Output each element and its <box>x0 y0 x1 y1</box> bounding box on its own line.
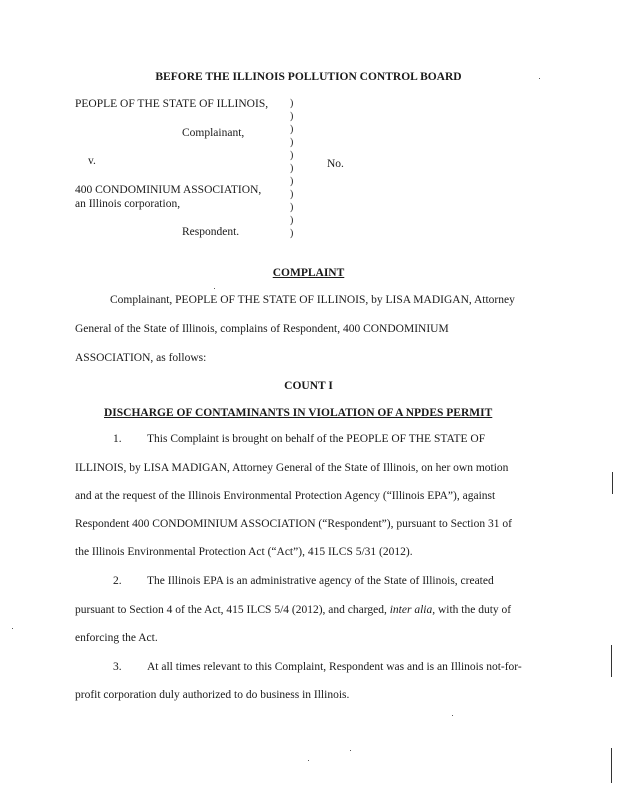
caption-defendant-line1: 400 CONDOMINIUM ASSOCIATION, <box>75 184 262 196</box>
count-heading: COUNT I <box>284 380 333 392</box>
paragraph-number: 1. <box>113 433 122 445</box>
caption-versus: v. <box>88 155 96 167</box>
intro-line: Complainant, PEOPLE OF THE STATE OF ILLINOIS, by LISA MADIGAN, Attorney <box>110 294 515 306</box>
paragraph-line: enforcing the Act. <box>75 632 158 644</box>
caption-paren: ) <box>290 215 294 226</box>
paragraph-line: At all times relevant to this Complaint, Respondent was and is an Illinois not-for- <box>147 661 522 673</box>
intro-line: General of the State of Illinois, complains of Respondent, 400 CONDOMINIUM <box>75 323 449 335</box>
caption-paren: ) <box>290 163 294 174</box>
paragraph-line: The Illinois EPA is an administrative agency of the State of Illinois, created <box>147 575 494 587</box>
scan-artifact-dot <box>539 78 540 79</box>
caption-case-no-label: No. <box>327 158 344 170</box>
caption-paren: ) <box>290 111 294 122</box>
caption-paren: ) <box>290 202 294 213</box>
intro-line: ASSOCIATION, as follows: <box>75 352 207 364</box>
paragraph-line: Respondent 400 CONDOMINIUM ASSOCIATION (“Respondent”), pursuant to Section 31 of <box>75 518 512 530</box>
caption-respondent-label: Respondent. <box>182 226 240 238</box>
caption-paren: ) <box>290 150 294 161</box>
latin-phrase: inter alia, <box>389 604 436 616</box>
scan-artifact-dot <box>350 750 351 751</box>
paragraph-number: 2. <box>113 575 122 587</box>
caption-paren: ) <box>290 228 294 239</box>
scan-artifact-dot <box>12 628 13 629</box>
scan-artifact-dot <box>308 760 309 761</box>
scan-artifact-mark <box>612 472 613 494</box>
caption-paren: ) <box>290 189 294 200</box>
paragraph-number: 3. <box>113 661 122 673</box>
scan-artifact-dot <box>452 715 453 716</box>
paragraph-line: profit corporation duly authorized to do business in Illinois. <box>75 689 350 701</box>
paragraph-line: the Illinois Environmental Protection Act (“Act”), 415 ILCS 5/31 (2012). <box>75 546 413 558</box>
scan-artifact-mark <box>611 748 612 783</box>
paragraph-line <box>75 604 511 616</box>
paragraph-text: pursuant to Section 4 of the Act, 415 ILCS 5/4 (2012), and charged, <box>75 604 387 616</box>
caption-paren: ) <box>290 176 294 187</box>
count-subheading: DISCHARGE OF CONTAMINANTS IN VIOLATION OF A NPDES PERMIT <box>104 407 493 419</box>
caption-paren: ) <box>290 137 294 148</box>
caption-paren: ) <box>290 124 294 135</box>
paragraph-line: ILLINOIS, by LISA MADIGAN, Attorney General of the State of Illinois, on her own motion <box>75 462 509 474</box>
caption-plaintiff: PEOPLE OF THE STATE OF ILLINOIS, <box>75 98 269 110</box>
paragraph-line: This Complaint is brought on behalf of the PEOPLE OF THE STATE OF <box>147 433 486 445</box>
scan-artifact-mark <box>611 645 612 677</box>
paragraph-text: with the duty of <box>437 604 512 616</box>
caption-complainant-label: Complainant, <box>182 127 245 139</box>
caption-paren: ) <box>290 98 294 109</box>
caption-defendant-line2: an Illinois corporation, <box>75 198 181 210</box>
paragraph-line: and at the request of the Illinois Environmental Protection Agency (“Illinois EPA”), against <box>75 490 496 502</box>
complaint-heading: COMPLAINT <box>272 267 345 279</box>
board-title: BEFORE THE ILLINOIS POLLUTION CONTROL BOARD <box>155 71 462 83</box>
scan-artifact-dot <box>214 288 215 289</box>
